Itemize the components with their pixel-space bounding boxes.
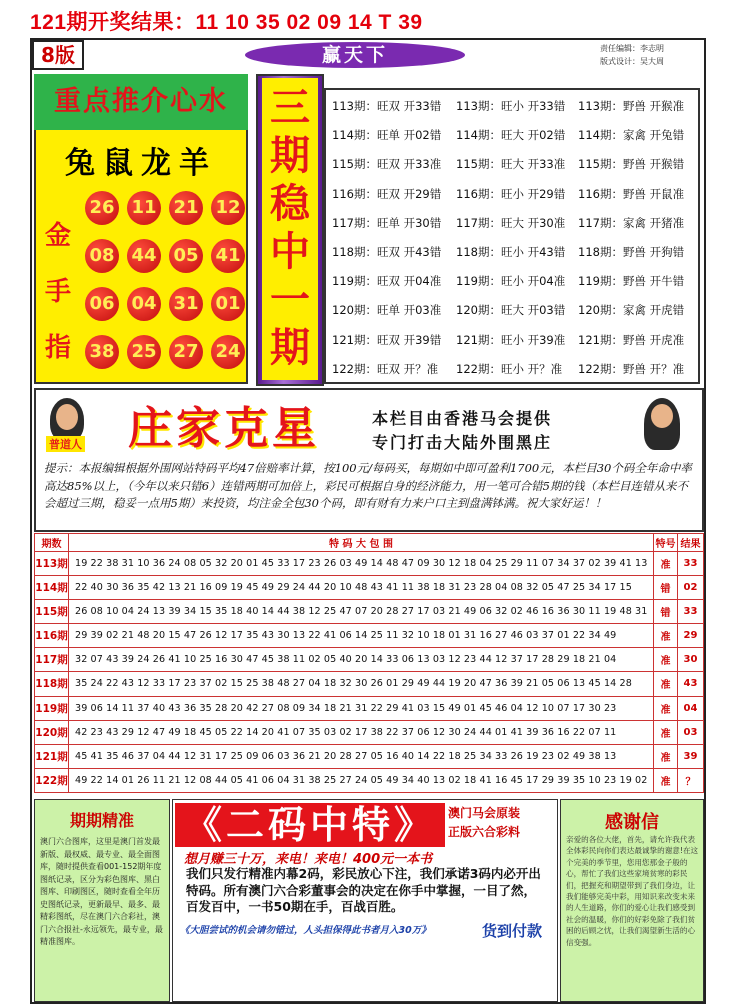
number-ball: 44	[127, 239, 161, 273]
history-cell: 113期：旺小 开33错	[456, 99, 566, 113]
history-cell: 114期：家禽 开兔错	[578, 128, 685, 143]
number-ball: 11	[127, 191, 161, 225]
table-row	[35, 600, 704, 624]
avatar-label: 普道人	[46, 436, 85, 452]
history-cell: 122期：旺双 开？准	[332, 361, 439, 376]
banner-char: 一	[270, 276, 310, 323]
number-ball: 25	[127, 335, 161, 369]
table-cell-sp: 错	[654, 576, 678, 600]
accuracy-text: 澳门六合图库，这里是澳门首发最新版、最权威、最专业、最全面图库，随时提供查看001-152期年度图纸记录，区分为彩色图库、黑白图库、印刷图区，随时查看全年历史图纸记录，更新最早、最多、最精彩图纸，尽在澳门六合彩社，澳门六合报社-永远领先，最专业，最精准图库。	[40, 837, 163, 946]
history-cell: 117期：家禽 开猪准	[578, 215, 685, 230]
history-row	[326, 207, 698, 236]
history-row	[326, 148, 698, 177]
masthead-title: 赢天下	[245, 42, 465, 68]
history-row	[326, 265, 698, 294]
table-header-row	[35, 534, 704, 552]
table-cell-nums: 32 07 43 39 24 26 41 10 25 16 30 47 45 38 11 02 05 40 20 14 33 06 13 03 12 23 44 12 37 17 28 29 18 21 04	[69, 648, 654, 672]
book-ad-side: 正版六合彩料	[448, 825, 521, 839]
history-cell: 121期：旺小 开39准	[456, 332, 566, 347]
number-ball: 24	[211, 335, 245, 369]
history-cell: 113期：野兽 开猴准	[578, 99, 685, 113]
table-cell-nums: 19 22 38 31 10 36 24 08 05 32 20 01 45 33 17 23 26 03 49 14 48 47 09 30 12 18 04 25 29 11 07 34 37 02 39 41 13	[69, 552, 654, 576]
side-char: 金	[44, 221, 71, 251]
column-header: 特 码 大 包 围	[69, 534, 654, 552]
table-cell-res: ？	[678, 768, 704, 792]
book-ad-promo: 想月赚三十万，来电！来电！400元一本书	[184, 852, 433, 867]
number-ball: 05	[169, 239, 203, 273]
table-cell-res: 33	[678, 552, 704, 576]
history-cell: 121期：野兽 开虎准	[578, 332, 685, 347]
notice-text: 提示：本报编辑根据外围网站特码平均47倍赔率计算，按100元/每码买，每期如中即可盈利1700元，本栏目30个码全年命中率高达85%以上，（今年以来只错6）连错两期可加倍上，彩民可根据自身的经济能力，用一笔可合错5期的钱（本栏目连错从来不会超过三期，稳妥一点用5期）来投资，均注金全包30个码，即有财有力来户口主到盘满钵满。祝大家好运！！	[44, 461, 692, 510]
table-cell-sp: 准	[654, 624, 678, 648]
number-ball: 04	[127, 287, 161, 321]
table-cell-issue: 116期	[35, 624, 69, 648]
history-cell: 118期：旺双 开43错	[332, 245, 442, 259]
table-cell-issue: 120期	[35, 720, 69, 744]
table-cell-res: 39	[678, 744, 704, 768]
table-cell-res: 02	[678, 576, 704, 600]
table-cell-sp: 准	[654, 768, 678, 792]
history-row	[326, 353, 698, 382]
table-cell-issue: 119期	[35, 696, 69, 720]
table-cell-nums: 39 06 14 11 37 40 43 36 35 28 20 42 27 08 09 34 18 21 31 22 29 41 03 15 49 01 45 46 04 12 10 07 17 30 23	[69, 696, 654, 720]
number-ball: 38	[85, 335, 119, 369]
table-row	[35, 720, 704, 744]
book-ad-side: 澳门马会原装	[448, 806, 521, 820]
history-cell: 122期：野兽 开？准	[578, 361, 685, 376]
number-ball: 41	[211, 239, 245, 273]
zodiac-picks: 兔鼠龙羊	[65, 146, 217, 181]
table-cell-nums: 22 40 30 36 35 42 13 21 16 09 19 45 49 29 24 44 20 10 48 43 41 11 38 18 31 23 28 04 08 32 05 47 25 34 17 15	[69, 576, 654, 600]
history-row	[326, 178, 698, 207]
table-row	[35, 768, 704, 792]
history-table	[324, 88, 700, 384]
history-cell: 116期：野兽 开鼠准	[578, 186, 685, 201]
history-cell: 121期：旺双 开39错	[332, 332, 442, 347]
history-cell: 118期：旺小 开43错	[456, 245, 566, 259]
table-cell-sp: 准	[654, 720, 678, 744]
table-cell-issue: 115期	[35, 600, 69, 624]
thank-you-text: 亲爱的各位大佬，首先，请允许我代表全体彩民向你们表达最诚挚的谢意!在这个完美的季节里，您用您那金子般的心，帮忙了我们这些家境贫寒的彩民们，把握充和期望带到了我们身边，让我们能够完美中彩，用知识来改变未来的人生道路，你们的爱心让我们感受到社会的温暖，你们的好彩免除了我们贫困的后顾之忧，让我们渴望新生活的心信变强。	[566, 835, 699, 947]
table-cell-res: 43	[678, 672, 704, 696]
table-row	[35, 648, 704, 672]
table-cell-nums: 45 41 35 46 37 04 44 12 31 17 25 09 06 03 36 21 20 28 27 05 16 40 14 22 18 25 34 33 26 19 23 02 49 38 13	[69, 744, 654, 768]
avatar-face	[651, 404, 673, 428]
table-cell-issue: 121期	[35, 744, 69, 768]
table-row	[35, 672, 704, 696]
table-row	[35, 696, 704, 720]
history-cell: 118期：野兽 开狗错	[578, 245, 685, 259]
number-coverage-table	[34, 533, 704, 793]
history-row	[326, 119, 698, 148]
table-row	[35, 744, 704, 768]
banner-char: 期	[270, 132, 310, 179]
table-cell-sp: 准	[654, 648, 678, 672]
table-cell-nums: 26 08 10 04 24 13 39 34 15 35 18 40 14 44 38 12 25 47 07 20 28 27 17 03 21 49 06 32 02 46 16 36 30 11 19 48 31	[69, 600, 654, 624]
history-cell: 117期：旺单 开30错	[332, 215, 442, 230]
banner-char: 中	[270, 228, 310, 275]
number-ball: 26	[85, 191, 119, 225]
table-cell-res: 33	[678, 600, 704, 624]
history-row	[326, 90, 698, 119]
history-cell: 120期：旺单 开03准	[332, 303, 442, 318]
table-row	[35, 552, 704, 576]
book-ad-body: 我们只发行精准内幕2码，彩民放心下注，我们承诺3码内必开出特码。所有澳门六合彩董事会的决定在你手中掌握，一目了然，百发百中，一书50期在手，百战百胜。	[186, 866, 541, 914]
side-char: 指	[44, 333, 71, 363]
recommend-title: 重点推介心水	[34, 74, 248, 130]
table-cell-issue: 122期	[35, 768, 69, 792]
edition-label: 8版	[32, 40, 84, 70]
dealer-subtitle: 本栏目由香港马会提供	[372, 409, 553, 428]
history-cell: 117期：旺大 开30准	[456, 215, 566, 230]
history-row	[326, 294, 698, 323]
table-cell-sp: 准	[654, 696, 678, 720]
column-header: 结果	[678, 534, 704, 552]
table-cell-res: 30	[678, 648, 704, 672]
table-cell-sp: 准	[654, 672, 678, 696]
number-ball: 31	[169, 287, 203, 321]
history-cell: 119期：野兽 开牛错	[578, 274, 685, 289]
number-ball: 27	[169, 335, 203, 369]
table-cell-issue: 117期	[35, 648, 69, 672]
dealer-title: 庄家克星	[128, 403, 320, 454]
history-cell: 116期：旺双 开29错	[332, 186, 442, 201]
column-header: 期数	[35, 534, 69, 552]
history-cell: 114期：旺大 开02错	[456, 128, 566, 143]
table-cell-nums: 49 22 14 01 26 11 21 12 08 44 05 41 06 04 31 38 25 27 24 05 49 34 40 13 02 18 41 16 45 17 29 39 35 10 23 19 02	[69, 768, 654, 792]
number-ball: 01	[211, 287, 245, 321]
table-row	[35, 624, 704, 648]
table-cell-sp: 准	[654, 552, 678, 576]
dealer-subtitle: 专门打击大陆外围黑庄	[372, 433, 553, 452]
editor-credit: 责任编辑：李志明	[600, 44, 664, 53]
table-cell-res: 29	[678, 624, 704, 648]
history-cell: 115期：旺双 开33准	[332, 157, 442, 172]
book-ad-title: 《二码中特》	[175, 803, 445, 847]
history-cell: 120期：旺大 开03错	[456, 303, 566, 318]
history-cell: 113期：旺双 开33错	[332, 99, 442, 113]
history-cell: 122期：旺小 开？准	[456, 361, 563, 376]
golden-finger-label	[40, 208, 76, 376]
column-header: 特号	[654, 534, 678, 552]
table-cell-issue: 114期	[35, 576, 69, 600]
history-cell: 115期：野兽 开猴错	[578, 157, 685, 172]
book-ad-footnote: 《大胆尝试的机会请勿错过，人头担保得此书者月入30万》	[180, 925, 431, 936]
table-cell-res: 03	[678, 720, 704, 744]
table-cell-sp: 准	[654, 744, 678, 768]
number-ball: 12	[211, 191, 245, 225]
table-row	[35, 576, 704, 600]
side-char: 手	[44, 277, 71, 307]
thank-you-title: 感谢信	[605, 812, 659, 833]
history-cell: 114期：旺单 开02错	[332, 128, 442, 143]
number-ball: 06	[85, 287, 119, 321]
banner-char: 期	[270, 324, 310, 371]
avatar-face	[56, 404, 78, 430]
number-ball: 08	[85, 239, 119, 273]
accuracy-title: 期期精准	[69, 811, 134, 830]
history-cell: 120期：家禽 开虎错	[578, 303, 685, 318]
banner-char: 稳	[270, 180, 310, 227]
vertical-banner-text	[262, 78, 318, 380]
history-cell: 119期：旺小 开04准	[456, 274, 566, 289]
table-cell-res: 04	[678, 696, 704, 720]
history-cell: 119期：旺双 开04准	[332, 274, 442, 289]
history-cell: 115期：旺大 开33准	[456, 157, 566, 172]
credits	[600, 42, 664, 68]
number-ball: 21	[169, 191, 203, 225]
table-cell-issue: 118期	[35, 672, 69, 696]
table-cell-nums: 42 23 43 29 12 47 49 18 45 05 22 14 20 41 07 35 03 02 17 38 22 37 06 12 30 24 44 01 41 39 36 16 22 07 11	[69, 720, 654, 744]
table-cell-nums: 29 39 02 21 48 20 15 47 26 12 17 35 43 30 13 22 41 06 14 25 11 32 10 18 01 31 16 27 46 03 37 01 22 34 49	[69, 624, 654, 648]
history-row	[326, 324, 698, 353]
history-row	[326, 236, 698, 265]
table-cell-sp: 错	[654, 600, 678, 624]
draw-result-headline: 121期开奖结果：11 10 35 02 09 14 T 39	[30, 11, 423, 34]
table-cell-issue: 113期	[35, 552, 69, 576]
table-cell-nums: 35 24 22 43 12 33 17 23 37 02 15 25 38 48 27 04 18 32 30 26 01 29 49 44 19 20 47 36 39 21 05 06 13 45 14 28	[69, 672, 654, 696]
history-cell: 116期：旺小 开29错	[456, 186, 566, 201]
designer-credit: 版式设计：吴大周	[600, 57, 664, 66]
banner-char: 三	[270, 84, 310, 131]
cash-on-delivery-label: 货到付款	[482, 922, 543, 940]
